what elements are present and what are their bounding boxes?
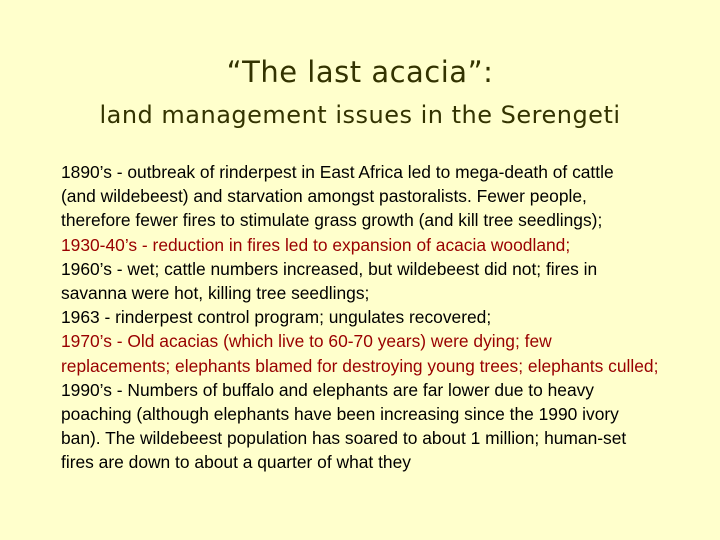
- paragraph-1990s: 1990’s - Numbers of buffalo and elephants are far lower due to heavy poaching (although elephants have been increasing since the 1990 ivory ban). The wildebeest population has soared to about 1 million; human-set fires are down to about a quarter of what they: [61, 379, 627, 473]
- paragraph-1890s: 1890’s - outbreak of rinderpest in East Africa led to mega-death of cattle: [61, 162, 614, 182]
- paragraph-1960s: 1960’s - wet; cattle numbers increased, but wildebeest did not; fires in savanna were hot, killing tree seedlings;: [61, 258, 598, 304]
- slide-title: “The last acacia”:: [226, 55, 494, 89]
- paragraph-1970s: 1970’s - Old acacias (which live to 60-70 years) were dying; few replacements; elephants blamed for destroying young trees; elephants culled;: [61, 331, 659, 376]
- title-block: [0, 52, 720, 132]
- slide-subtitle: land management issues in the Serengeti: [99, 101, 621, 129]
- paragraph-wildebeest: (and wildebeest) and starvation amongst pastoralists. Fewer people, therefore fewer fires to stimulate grass growth (and kill tree seedlings);: [61, 186, 603, 231]
- slide-body: [61, 160, 661, 475]
- paragraph-1963: 1963 - rinderpest control program; ungulates recovered;: [61, 307, 492, 328]
- paragraph-1930s: 1930-40’s - reduction in fires led to expansion of acacia woodland;: [61, 234, 571, 255]
